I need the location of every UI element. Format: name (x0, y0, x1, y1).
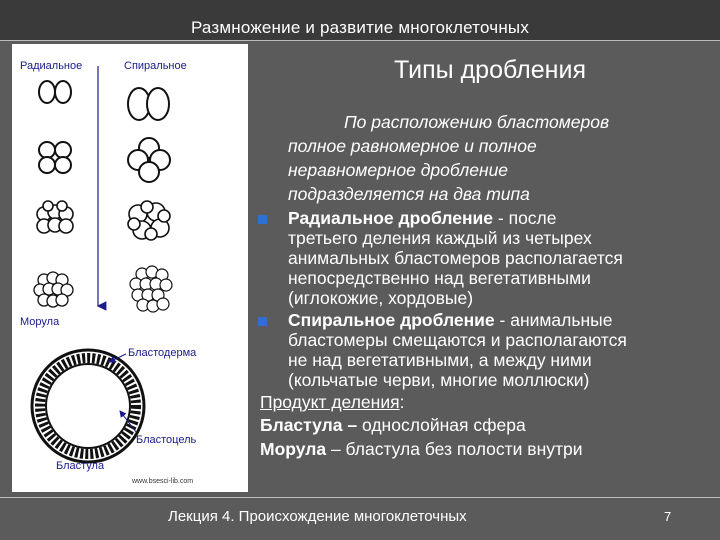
cleavage-figure (12, 44, 248, 492)
footer-divider (0, 497, 720, 498)
blastula-diagram (32, 350, 144, 462)
product-line (260, 392, 404, 413)
intro-line-3: неравномерное дробление (288, 160, 509, 180)
figure-source: www.bsesci-lib.com (132, 478, 194, 485)
intro-line-2: полное равномерное и полное (288, 136, 537, 156)
morula-term: Морула (260, 439, 327, 459)
spiral-line-4: (кольчатые черви, многие моллюски) (288, 370, 590, 390)
label-radial: Радиальное (20, 60, 83, 72)
spiral-term: Спиральное дробление (288, 310, 495, 330)
radial-term: Радиальное дробление (288, 208, 494, 228)
page-number: 7 (664, 509, 672, 524)
blastula-line (260, 415, 526, 436)
footer-title: Лекция 4. Происхождение многоклеточных (168, 508, 467, 525)
slide-section-title: Размножение и развитие многоклеточных (190, 18, 530, 37)
label-blastoderm: Бластодерма (128, 347, 197, 359)
spiral-line-1 (288, 310, 612, 331)
label-spiral: Спиральное (124, 60, 187, 72)
slide-heading: Типы дробления (394, 56, 586, 84)
spiral-2-cell (128, 88, 169, 120)
intro-line-1: По расположению бластомеров (344, 112, 610, 132)
product-label: Продукт деления (260, 392, 400, 412)
spiral-line-3: не над вегетативными, а между ними (288, 350, 592, 370)
cleavage-illustration (12, 44, 248, 492)
spiral-morula (130, 266, 172, 312)
morula-definition: – бластула без полости внутри (326, 439, 583, 459)
radial-4-cell (39, 142, 71, 173)
radial-line-2: третьего деления каждый из четырех (288, 228, 592, 248)
spiral-line-2: бластомеры смещаются и располагаются (288, 330, 627, 350)
radial-8-cell (37, 201, 73, 233)
radial-line-1 (288, 208, 557, 229)
radial-line-3: анимальных бластомеров располагается (288, 248, 623, 268)
radial-first-text: - после (493, 208, 557, 228)
label-blastocoel: Бластоцель (136, 434, 197, 446)
spiral-8-cell (128, 201, 170, 240)
bullet-spiral (258, 317, 267, 326)
morula-line (260, 439, 583, 460)
blastula-definition: однослойная сфера (357, 415, 526, 435)
label-morula: Морула (20, 316, 60, 328)
radial-morula (34, 272, 73, 307)
title-divider (0, 40, 720, 41)
radial-line-4: непосредственно над вегетативными (288, 268, 591, 288)
radial-2-cell (39, 81, 71, 103)
label-blastula: Бластула (56, 460, 105, 472)
spiral-first-text: - анимальные (494, 310, 613, 330)
intro-line-4: подразделяется на два типа (288, 184, 530, 204)
title-bar (0, 0, 720, 41)
blastula-term: Бластула – (260, 415, 358, 435)
bullet-radial (258, 215, 267, 224)
spiral-4-cell (128, 138, 170, 182)
product-colon: : (399, 392, 405, 412)
radial-line-5: (иглокожие, хордовые) (288, 288, 474, 308)
